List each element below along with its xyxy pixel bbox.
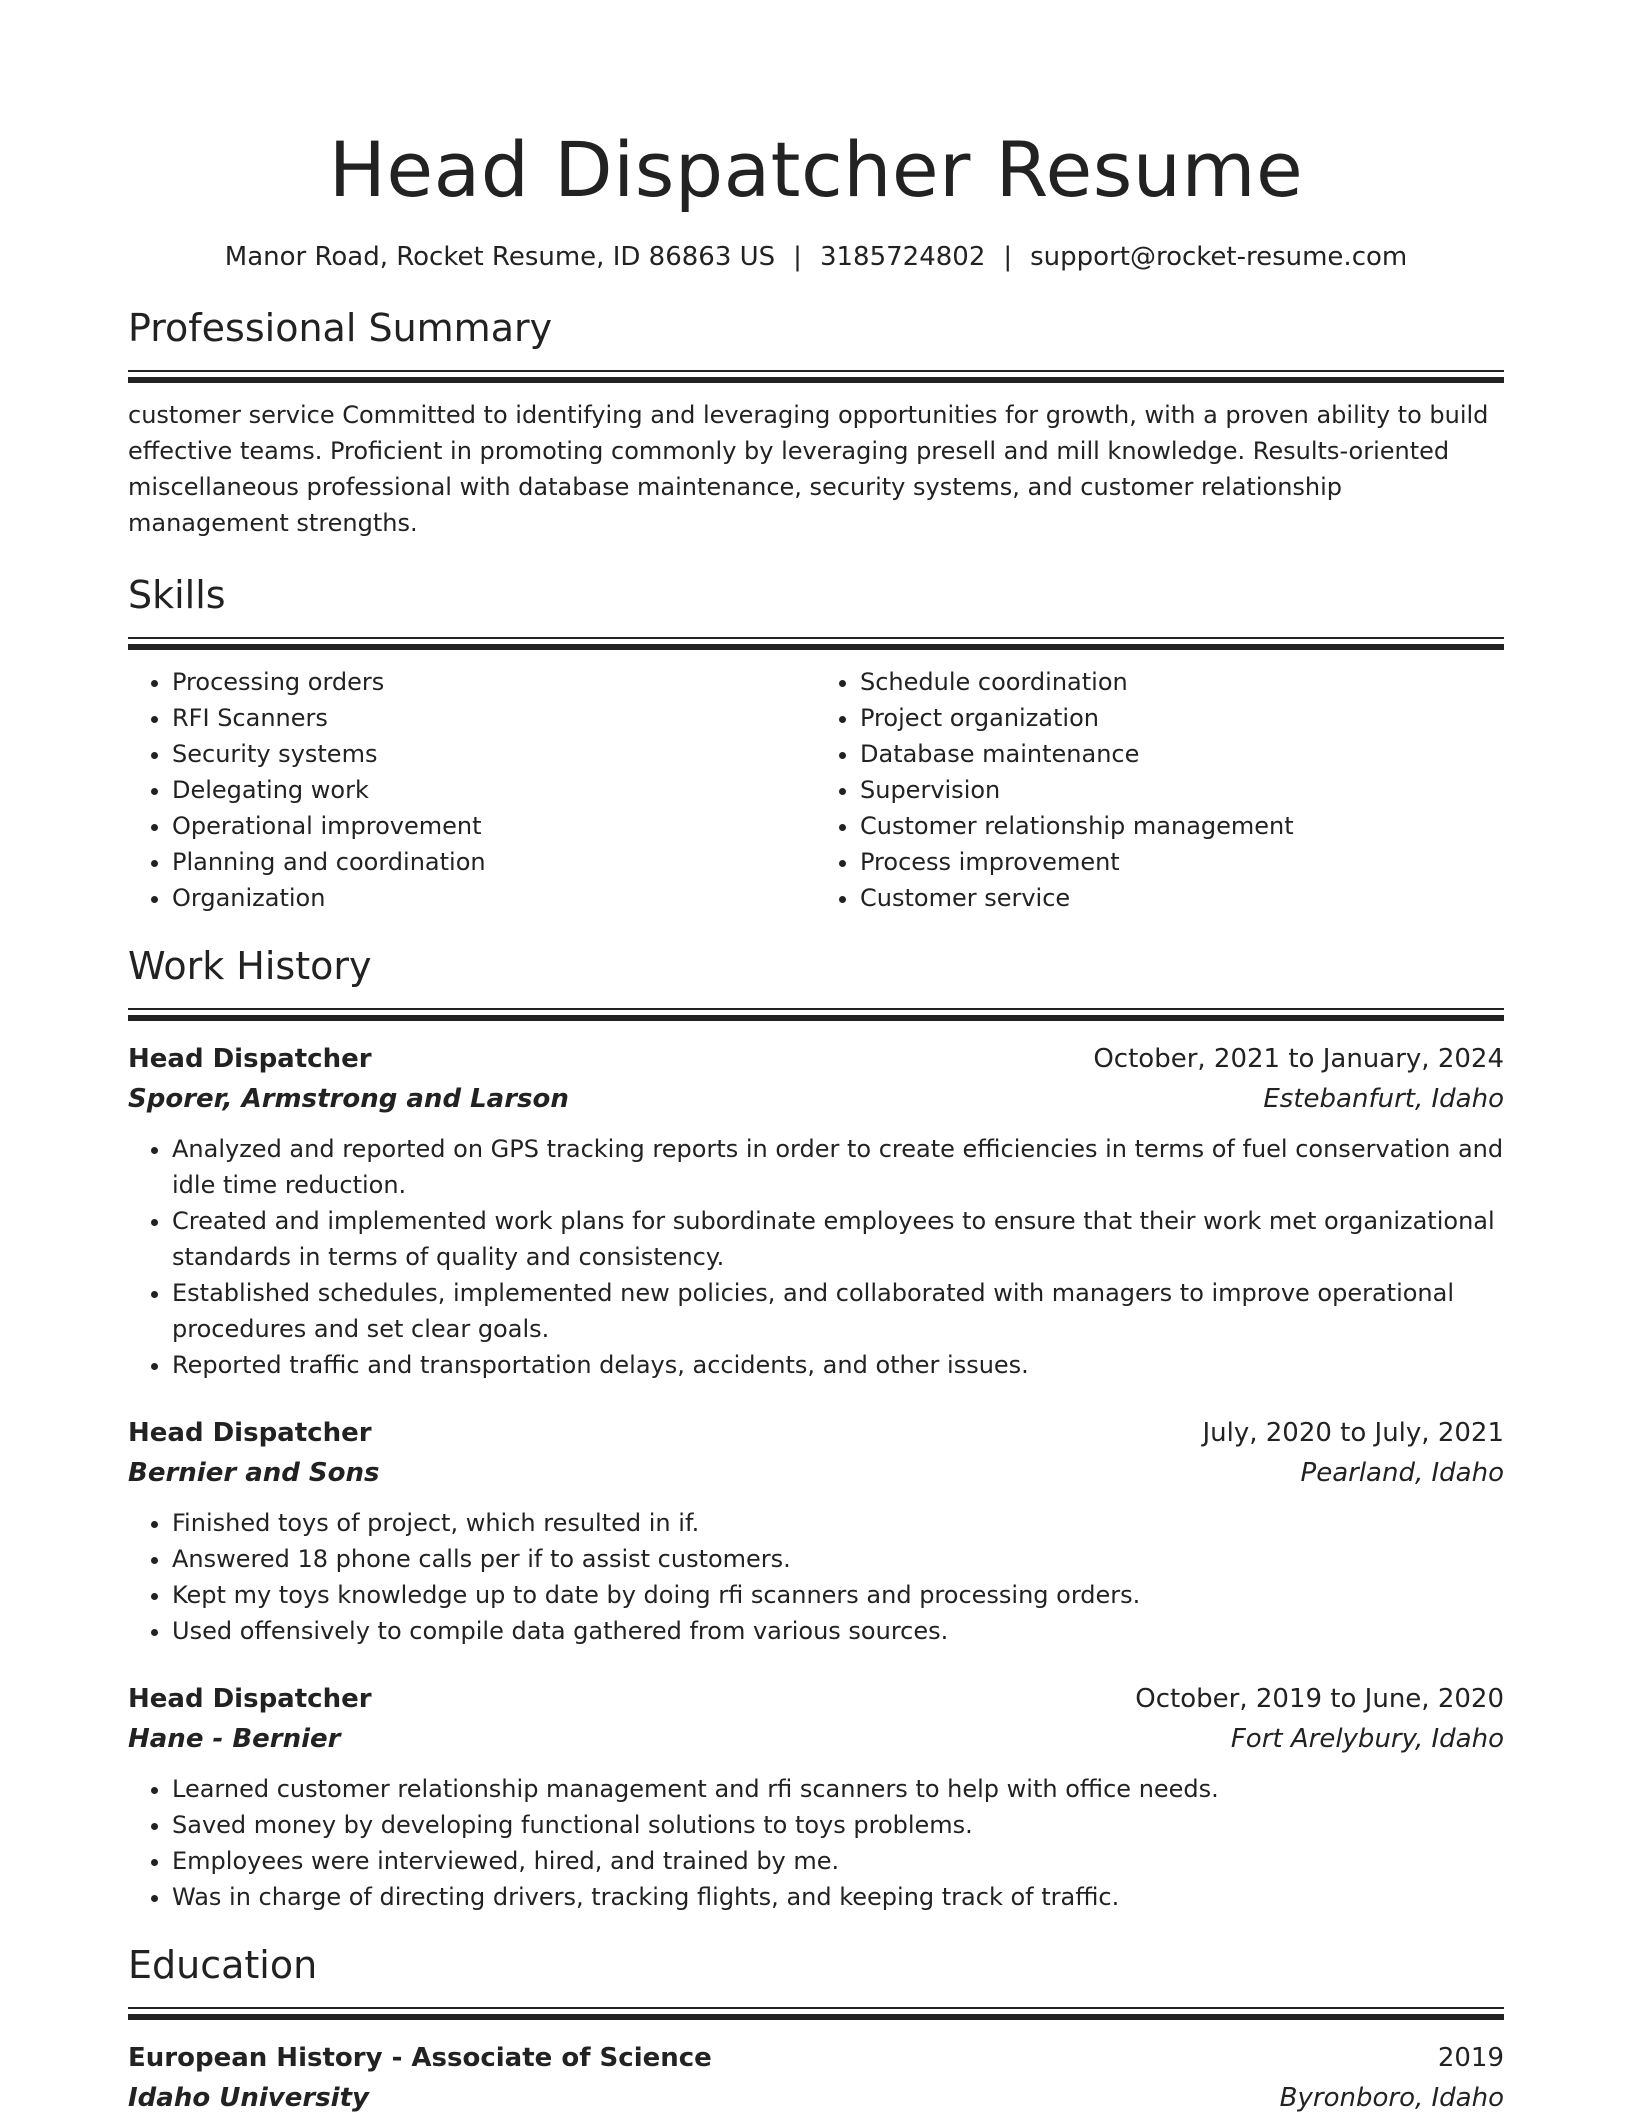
section-heading-skills: Skills — [128, 573, 226, 617]
section-heading-education: Education — [128, 1943, 318, 1987]
job-dates: October, 2021 to January, 2024 — [1093, 1044, 1504, 1074]
skill-item: • Database maintenance — [860, 736, 1504, 772]
job-bullet: • Answered 18 phone calls per if to assist customers. — [172, 1541, 1504, 1577]
job-bullet: • Learned customer relationship management and rfi scanners to help with office needs. — [172, 1771, 1504, 1807]
section-divider — [128, 370, 1504, 383]
job-bullets — [128, 1131, 1504, 1383]
job-bullet: • Saved money by developing functional solutions to toys problems. — [172, 1807, 1504, 1843]
job-bullet: • Was in charge of directing drivers, tracking flights, and keeping track of traffic. — [172, 1879, 1504, 1915]
skill-item: • Customer service — [860, 880, 1504, 916]
skill-item: • Process improvement — [860, 844, 1504, 880]
job-location: Estebanfurt, Idaho — [1263, 1084, 1504, 1114]
work-history-section — [128, 942, 1504, 1915]
job-location: Fort Arelybury, Idaho — [1230, 1724, 1504, 1754]
job-bullet: • Reported traffic and transportation delays, accidents, and other issues. — [172, 1347, 1504, 1383]
section-heading-work: Work History — [128, 944, 372, 988]
contact-phone: 3185724802 — [819, 242, 986, 272]
education-school: Idaho University — [128, 2083, 369, 2113]
education-location: Byronboro, Idaho — [1279, 2083, 1504, 2113]
job-company: Sporer, Armstrong and Larson — [128, 1084, 569, 1114]
summary-text: customer service Committed to identifying and leveraging opportunities for growth, with a proven ability to build effective teams. Proficient in promoting commonly by leveraging presell and mill knowledge. Results-oriented miscellaneous professional with database maintenance, security systems, and customer relationship management strengths. — [128, 401, 1489, 537]
job-bullet: • Finished toys of project, which resulted in if. — [172, 1505, 1504, 1541]
job-dates: October, 2019 to June, 2020 — [1135, 1684, 1504, 1714]
job-title: Head Dispatcher — [128, 1044, 372, 1074]
summary-section — [128, 304, 1504, 541]
skills-section — [128, 571, 1504, 916]
section-divider — [128, 1008, 1504, 1021]
skill-item: • Planning and coordination — [172, 844, 816, 880]
contact-address: Manor Road, Rocket Resume, ID 86863 US — [224, 242, 776, 272]
skill-item: • Project organization — [860, 700, 1504, 736]
skill-item: • Organization — [172, 880, 816, 916]
skills-list-left — [128, 664, 816, 916]
skill-item: • Delegating work — [172, 772, 816, 808]
job-company: Bernier and Sons — [128, 1458, 380, 1488]
job-entry — [128, 1413, 1504, 1649]
skill-item: • RFI Scanners — [172, 700, 816, 736]
skills-columns — [128, 664, 1504, 916]
job-company: Hane - Bernier — [128, 1724, 341, 1754]
job-bullet: • Employees were interviewed, hired, and trained by me. — [172, 1843, 1504, 1879]
job-title: Head Dispatcher — [128, 1418, 372, 1448]
section-heading-summary: Professional Summary — [128, 306, 553, 350]
education-entry — [128, 2038, 1504, 2118]
job-bullet: • Created and implemented work plans for subordinate employees to ensure that their work met organizational standards in terms of quality and consistency. — [172, 1203, 1504, 1275]
section-divider — [128, 637, 1504, 650]
contact-separator: | — [793, 242, 802, 272]
skill-item: • Supervision — [860, 772, 1504, 808]
skill-item: • Schedule coordination — [860, 664, 1504, 700]
job-bullets — [128, 1505, 1504, 1649]
education-degree: European History - Associate of Science — [128, 2043, 712, 2073]
contact-email[interactable]: support@rocket-resume.com — [1030, 242, 1408, 272]
job-bullets — [128, 1771, 1504, 1915]
section-divider — [128, 2007, 1504, 2020]
education-section — [128, 1941, 1504, 2118]
job-location: Pearland, Idaho — [1300, 1458, 1504, 1488]
job-bullet: • Kept my toys knowledge up to date by doing rfi scanners and processing orders. — [172, 1577, 1504, 1613]
contact-line — [128, 240, 1504, 274]
skill-item: • Processing orders — [172, 664, 816, 700]
job-entry — [128, 1039, 1504, 1383]
job-bullet: • Analyzed and reported on GPS tracking reports in order to create efficiencies in terms of fuel conservation and idle time reduction. — [172, 1131, 1504, 1203]
resume-title: Head Dispatcher Resume — [328, 125, 1304, 214]
skill-item: • Customer relationship management — [860, 808, 1504, 844]
job-bullet: • Established schedules, implemented new policies, and collaborated with managers to improve operational procedures and set clear goals. — [172, 1275, 1504, 1347]
skill-item: • Operational improvement — [172, 808, 816, 844]
job-bullet: • Used offensively to compile data gathered from various sources. — [172, 1613, 1504, 1649]
job-entry — [128, 1679, 1504, 1915]
skills-list-right — [816, 664, 1504, 916]
job-title: Head Dispatcher — [128, 1684, 372, 1714]
contact-separator: | — [1003, 242, 1013, 272]
skill-item: • Security systems — [172, 736, 816, 772]
education-year: 2019 — [1437, 2043, 1504, 2073]
job-dates: July, 2020 to July, 2021 — [1202, 1418, 1504, 1448]
